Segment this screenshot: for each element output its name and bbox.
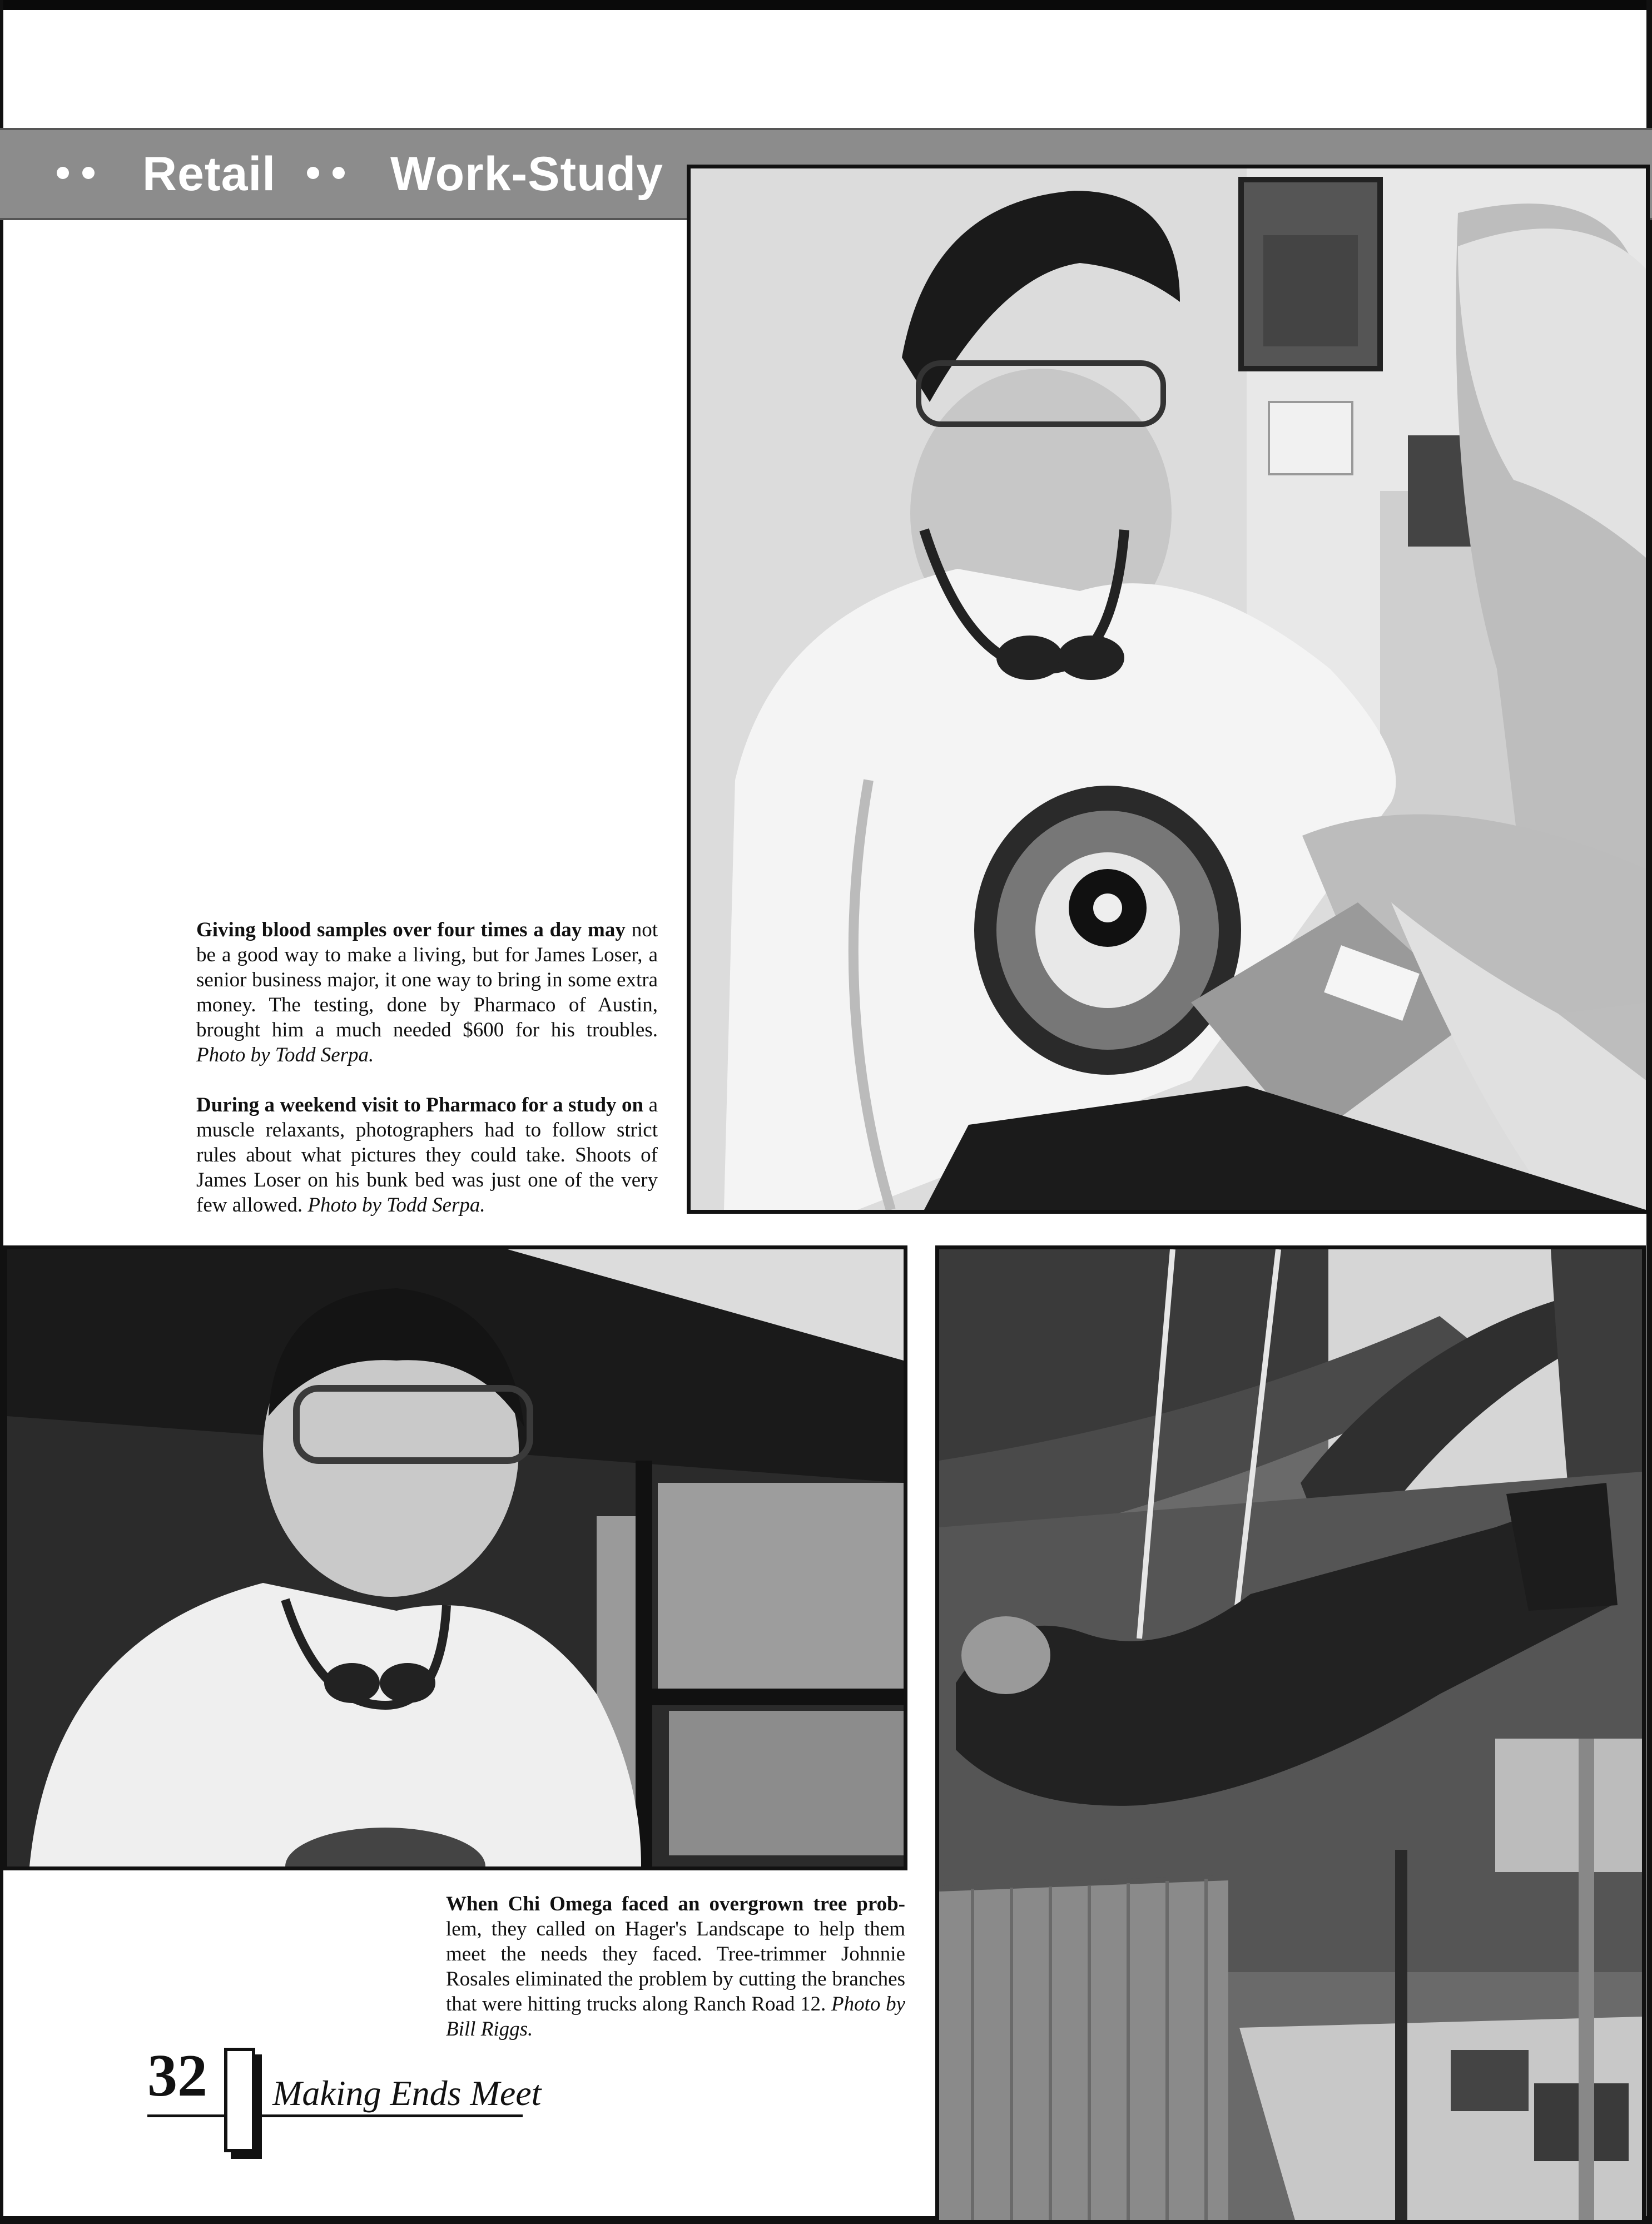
- photo-blood-draw: [687, 165, 1650, 1214]
- folio-bracket: [224, 2048, 255, 2152]
- caption-blood-draw: [196, 917, 658, 1068]
- banner-item-work-study: Work-Study: [390, 147, 663, 201]
- caption-body: not be a good way to make a living, but for James Loser, a senior business major, it one way to bring in some extra money. The testing, done by Pharmaco of Austin, brought him a much needed $600 for his troubles.: [196, 919, 658, 1041]
- caption-lead: When Chi Omega faced an overgrown tree prob-: [446, 1893, 905, 1915]
- photo-credit: Photo by Todd Serpa.: [196, 1044, 374, 1066]
- bullet-dot-icon: [307, 167, 319, 179]
- caption-lead: During a weekend visit to Pharmaco for a study on: [196, 1094, 649, 1116]
- folio-rule: [147, 2114, 523, 2117]
- bullet-dot-icon: [82, 167, 95, 179]
- page-number: 32: [147, 2043, 207, 2109]
- caption-pharmaco-visit: [196, 1093, 658, 1218]
- photo-portrait: [3, 1245, 907, 1870]
- photo-credit: Photo by Bill Riggs.: [446, 1993, 905, 2041]
- caption-body: a muscle relaxants, photographers had to follow strict rules about what pictures they could take. Shoots of James Loser on his bunk bed was just one of the very few allowed.: [196, 1094, 658, 1217]
- caption-body: lem, they called on Hager's Landscape to help them meet the needs they faced. Tree-trimmer Johnnie Rosales eliminated the problem by cutting the branches that were hitting trucks along Ranch Road 12.: [446, 1918, 905, 2016]
- top-rule: [0, 0, 1652, 10]
- photo-tree-trimmer: [935, 1245, 1646, 2224]
- bullet-dot-icon: [57, 167, 69, 179]
- bullet-dot-icon: [333, 167, 345, 179]
- left-edge-rule: [0, 0, 3, 2224]
- caption-tree-trimmer: [446, 1892, 905, 2042]
- banner-item-retail: Retail: [142, 147, 276, 201]
- caption-lead: Giving blood samples over four times a day may: [196, 919, 632, 941]
- photo-credit: Photo by Todd Serpa.: [307, 1194, 485, 1217]
- section-title: Making Ends Meet: [272, 2073, 542, 2113]
